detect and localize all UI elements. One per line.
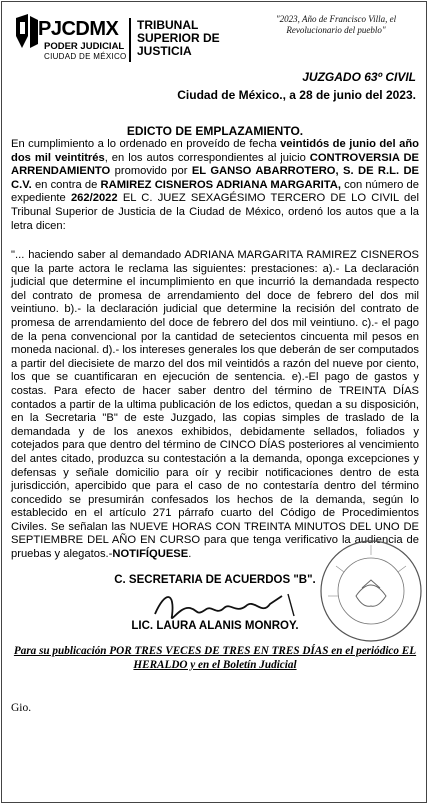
institution-line: SUPERIOR DE [137, 31, 220, 45]
logo-sub-text: PODER JUDICIAL [44, 41, 125, 52]
text: con número de expediente [11, 178, 419, 205]
text: En cumplimiento a lo ordenado en proveído de fecha [11, 138, 281, 150]
logo-main-text: PJCDMX [38, 18, 119, 40]
text: , en los autos correspondientes al juicio [104, 151, 310, 164]
case-number-bold: 262/2022 [70, 192, 118, 205]
court-name: JUZGADO 63º CIVIL [302, 70, 416, 84]
logo-city-text: CIUDAD DE MÉXICO [44, 52, 127, 61]
text: en contra de [31, 178, 101, 191]
order-paragraph [11, 249, 419, 562]
text: EL C. JUEZ SEXAGÉSIMO TERCERO DE LO CIVIL del Tribunal Superior de Justicia de la Ciudad de México, ordenó los autos que a la letra dicen: [11, 192, 419, 232]
text: promovido por [110, 165, 192, 178]
text: "... haciendo saber al demandado ADRIANA MARGARITA RAMIREZ CISNEROS que la parte actora le reclama las siguientes: prestaciones: a).- La declaración judicial que determine el incumplimiento en que incurrió la demandada respecto del contrato de promesa de arrendamiento del doce de febrero del dos mil veintiuno. b).- la declaración judicial que determine la recisión del contrato de promesa de arrendamiento del doce de febrero del dos mil veintiuno. c).- el pago de la pena convencional por la cantidad de setecientos cincuenta mil pesos en moneda nacional. d).- los intereses generales los que deberán de ser computados a partir del diecisiete de marzo del dos mil veintidós a razón del nueve por ciento, los que se cuantificaran en ejecución de sentencia. e).-El pago de gastos y costas. Para efecto de hacer saber dentro del término de TREINTA DÍAS contados a partir de la ultima publicación de los edictos, quedan a su disposición, en la Secretaria "B" de este Juzgado, las copias simples de traslado de la demandada y de los anexos exhibidos, debidamente sellados, foliados y cotejados para que dentro del término de CINCO DÍAS posteriores al vencimiento del antes citado, produzca su contestación a la demanda, oponga excepciones y defensas y señale domicilio para oír y recibir notificaciones dentro de esta jurisdicción, apercibido que para el caso de no contestaría dentro del término concedido se presumirán confesados los hechos de la demanda, según lo establecido en el artículo 271 párrafo cuarto del Código de Procedimientos Civiles. Se señalan las NUEVE HORAS CON TREINTA MINUTOS DEL UNO DE SEPTIEMBRE DEL AÑO EN CURSO para que tenga verificativo la audiencia de pruebas y alegatos.- [11, 249, 419, 561]
case-type-bold: CONTROVERSIA DE ARRENDAMIENTO [11, 151, 419, 178]
year-motto [256, 14, 416, 36]
motto-line: Revolucionario del pueblo" [286, 25, 386, 35]
secretary-name: LIC. LAURA ALANIS MONROY. [131, 620, 299, 632]
document-title: EDICTO DE EMPLAZAMIENTO. [126, 124, 304, 138]
logo-divider [129, 18, 131, 62]
notify-bold: NOTIFÍQUESE [112, 548, 189, 561]
intro-paragraph [11, 138, 419, 233]
institution-line: JUSTICIA [137, 44, 192, 58]
motto-line: "2023, Año de Francisco Villa, el [275, 14, 397, 24]
text: . [188, 548, 192, 561]
institution-line: TRIBUNAL [137, 18, 199, 32]
footer-initials: Gio. [11, 702, 32, 714]
secretary-title: C. SECRETARIA DE ACUERDOS "B". [114, 574, 316, 586]
publication-note: Para su publicación POR TRES VECES DE TRES EN TRES DÍAS en el periódico EL HERALDO y en el Boletín Judicial [13, 645, 417, 671]
defendant-bold: RAMIREZ CISNEROS ADRIANA MARGARITA, [100, 178, 341, 191]
place-date: Ciudad de México., a 28 de junio del 2023. [177, 88, 416, 102]
plaintiff-bold: EL GANSO ABARROTERO, S. DE R.L. DE C.V. [11, 165, 419, 191]
date-bold: veintidós de junio del año dos mil veintitrés [11, 138, 419, 164]
institution-name [137, 19, 220, 58]
